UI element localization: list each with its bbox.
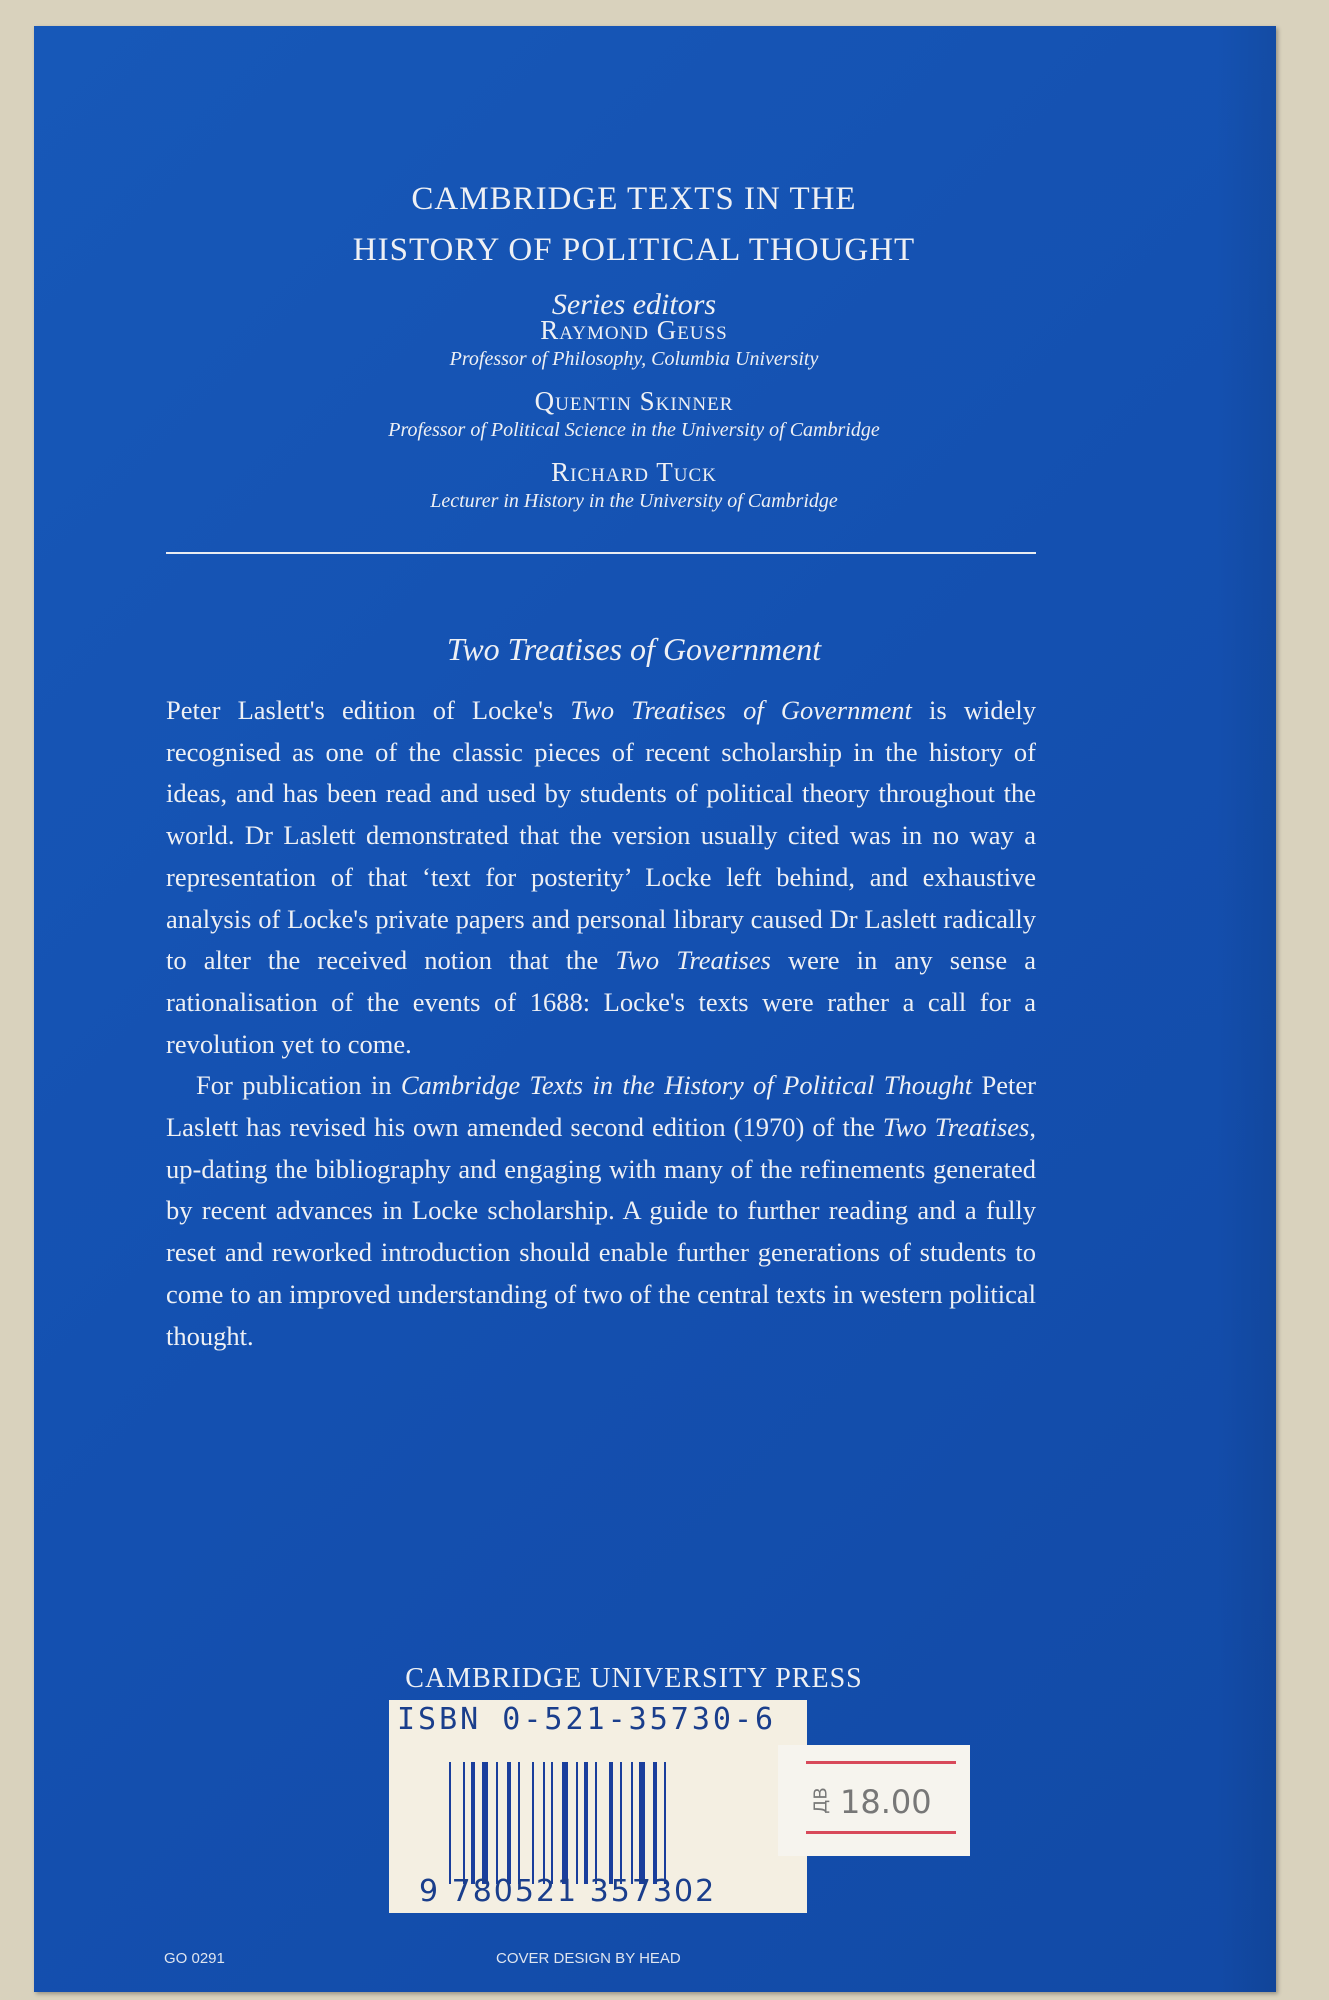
barcode-bar	[653, 1762, 657, 1884]
isbn-number: ISBN 0-521-35730-6	[397, 1702, 777, 1737]
book-back-cover	[34, 26, 1276, 1992]
barcode-bar	[518, 1762, 520, 1884]
editor-affiliation: Professor of Political Science in the University of Cambridge	[388, 419, 880, 441]
barcode-bar	[482, 1762, 488, 1884]
book-title: Two Treatises of Government	[446, 631, 822, 667]
series-title-line1: CAMBRIDGE TEXTS IN THE	[411, 181, 857, 217]
barcode-bar	[449, 1762, 451, 1884]
barcode-bar	[639, 1762, 645, 1884]
catalog-code: GO 0291	[164, 1950, 225, 1967]
barcode-bar	[532, 1762, 534, 1884]
barcode-bar	[507, 1762, 511, 1884]
barcode-bar	[664, 1762, 666, 1884]
price-rule-top	[806, 1761, 956, 1764]
barcode-bar	[543, 1762, 545, 1884]
isbn-barcode-label	[389, 1700, 807, 1913]
divider	[166, 552, 1036, 554]
barcode-bar	[631, 1762, 633, 1884]
blurb	[166, 690, 1036, 1357]
barcode-bar	[471, 1762, 475, 1884]
barcode-bar	[551, 1762, 553, 1884]
price-value: 18.00	[840, 1783, 932, 1821]
series-title	[34, 174, 1234, 276]
editor-name: Raymond Geuss	[540, 315, 728, 345]
series-editors-label: Series editors	[551, 288, 717, 321]
blurb-paragraph-1: Peter Laslett's edition of Locke's Two Treatises of Government is widely recognised as one of the classic pieces of recent scholarship in the history of ideas, and has been read and used by students of political theory throughout the world. Dr Laslett demonstrated that the version usually cited was in no way a representation of that ‘text for posterity’ Locke left behind, and exhaustive analysis of Locke's private papers and personal library caused Dr Laslett radically to alter the received notion that the Two Treatises were in any sense a rationalisation of the events of 1688: Locke's texts were rather a call for a revolution yet to come.	[166, 695, 1036, 1059]
price-sticker	[778, 1745, 970, 1856]
barcode	[449, 1762, 709, 1884]
barcode-bar	[463, 1762, 465, 1884]
price-rule-bottom	[806, 1831, 956, 1834]
editor-affiliation: Lecturer in History in the University of Cambridge	[430, 490, 838, 512]
barcode-bar	[620, 1762, 622, 1884]
series-title-line2: HISTORY OF POLITICAL THOUGHT	[352, 232, 916, 268]
barcode-digits: 9 780521 357302	[419, 1874, 717, 1909]
blurb-paragraph-2: For publication in Cambridge Texts in the History of Political Thought Peter Laslett has revised his own amended second edition (1970) of the Two Treatises, up-dating the bibliography and engaging with many of the refinements generated by recent advances in Locke scholarship. A guide to further reading and a fully reset and reworked introduction should enable further generations of students to come to an improved understanding of two of the central texts in western political thought.	[166, 1070, 1036, 1351]
barcode-bar	[562, 1762, 568, 1884]
editor-name: Quentin Skinner	[534, 386, 734, 416]
cover-credit: COVER DESIGN BY HEAD	[496, 1950, 681, 1967]
price-currency: ДВ	[810, 1787, 832, 1814]
barcode-bar	[584, 1762, 588, 1884]
barcode-bar	[576, 1762, 578, 1884]
barcode-bar	[496, 1762, 498, 1884]
editor-name: Richard Tuck	[551, 457, 717, 487]
editor-affiliation: Professor of Philosophy, Columbia University	[449, 348, 819, 370]
publisher-name: CAMBRIDGE UNIVERSITY PRESS	[405, 1663, 863, 1694]
barcode-bar	[609, 1762, 613, 1884]
barcode-bar	[595, 1762, 597, 1884]
